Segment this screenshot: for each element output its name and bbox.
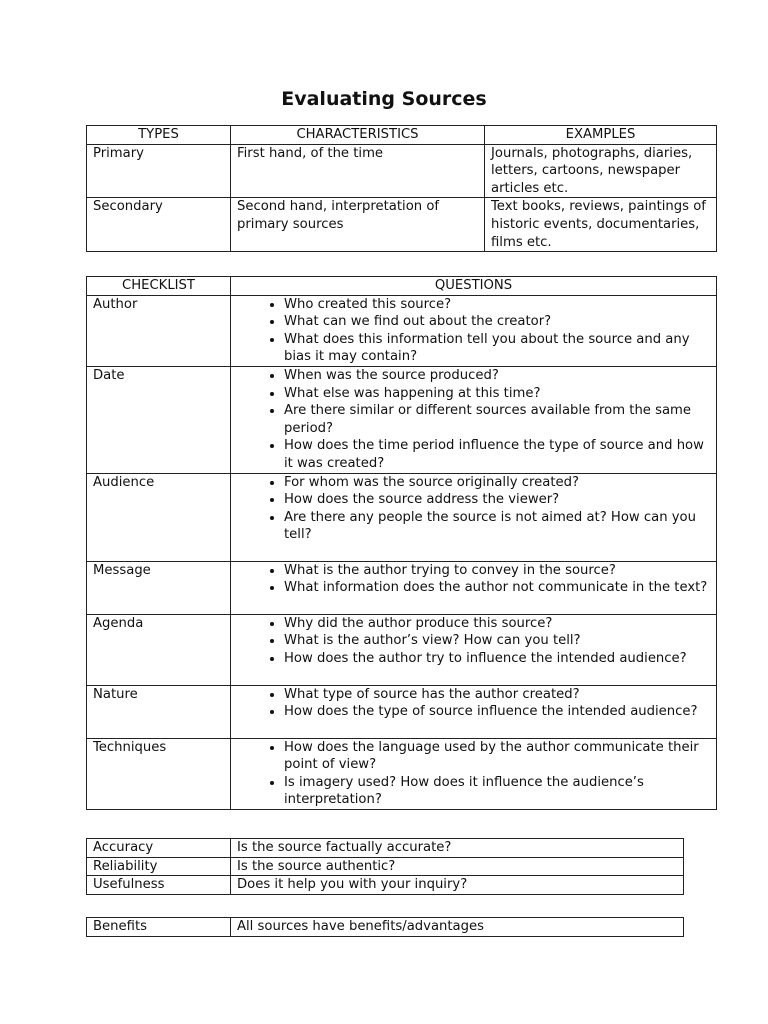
criteria-text: Is the source authentic?	[231, 857, 684, 876]
question-item: • What type of source has the author created?	[284, 686, 710, 704]
question-item: • How does the author try to influence the intended audience?	[284, 650, 710, 668]
table-header-row	[87, 277, 717, 296]
question-item: • How does the source address the viewer?	[284, 491, 710, 509]
question-item: • What can we find out about the creator?	[284, 313, 710, 331]
questions-cell	[231, 366, 717, 473]
checklist-item: Agenda	[87, 614, 231, 685]
question-item: • What does this information tell you about the source and any bias it may contain?	[284, 331, 710, 366]
header-types: TYPES	[87, 126, 231, 145]
header-examples: EXAMPLES	[485, 126, 717, 145]
checklist-item: Date	[87, 366, 231, 473]
checklist-table	[86, 276, 717, 810]
checklist-item: Audience	[87, 473, 231, 561]
question-item: • How does the type of source influence the intended audience?	[284, 703, 710, 721]
table-row	[87, 839, 684, 858]
table-row	[87, 918, 684, 937]
benefits-text: All sources have benefits/advantages	[231, 918, 684, 937]
questions-cell	[231, 473, 717, 561]
header-characteristics: CHARACTERISTICS	[231, 126, 485, 145]
characteristics-cell: First hand, of the time	[231, 144, 485, 198]
question-item: • For whom was the source originally created?	[284, 474, 710, 492]
questions-cell	[231, 561, 717, 614]
table-row	[87, 561, 717, 614]
criteria-table	[86, 838, 684, 895]
table-header-row	[87, 126, 717, 145]
table-row	[87, 876, 684, 895]
checklist-item: Techniques	[87, 738, 231, 809]
questions-cell	[231, 614, 717, 685]
type-cell: Secondary	[87, 198, 231, 252]
examples-cell: Journals, photographs, diaries, letters, cartoons, newspaper articles etc.	[485, 144, 717, 198]
table-row	[87, 473, 717, 561]
types-table	[86, 125, 717, 252]
table-row	[87, 198, 717, 252]
examples-cell: Text books, reviews, paintings of historic events, documentaries, films etc.	[485, 198, 717, 252]
question-item: • How does the language used by the author communicate their point of view?	[284, 739, 710, 774]
header-checklist: CHECKLIST	[87, 277, 231, 296]
type-cell: Primary	[87, 144, 231, 198]
criteria-label: Usefulness	[87, 876, 231, 895]
questions-cell	[231, 738, 717, 809]
criteria-label: Reliability	[87, 857, 231, 876]
questions-cell	[231, 295, 717, 366]
question-item: • Why did the author produce this source?	[284, 615, 710, 633]
checklist-item: Nature	[87, 685, 231, 738]
page-title: Evaluating Sources	[281, 88, 487, 110]
question-item: • Who created this source?	[284, 296, 710, 314]
table-row	[87, 614, 717, 685]
benefits-label: Benefits	[87, 918, 231, 937]
checklist-item: Author	[87, 295, 231, 366]
question-item: • Is imagery used? How does it influence the audience’s interpretation?	[284, 774, 710, 809]
table-row	[87, 144, 717, 198]
questions-cell	[231, 685, 717, 738]
question-item: • What is the author trying to convey in the source?	[284, 562, 710, 580]
question-item: • What information does the author not communicate in the text?	[284, 579, 710, 597]
question-item: • Are there any people the source is not aimed at? How can you tell?	[284, 509, 710, 544]
criteria-label: Accuracy	[87, 839, 231, 858]
question-item: • How does the time period influence the type of source and how it was created?	[284, 437, 710, 472]
characteristics-cell: Second hand, interpretation of primary sources	[231, 198, 485, 252]
question-item: • When was the source produced?	[284, 367, 710, 385]
header-questions: QUESTIONS	[231, 277, 717, 296]
question-item: • What is the author’s view? How can you tell?	[284, 632, 710, 650]
benefits-table	[86, 917, 684, 937]
table-row	[87, 366, 717, 473]
table-row	[87, 685, 717, 738]
table-row	[87, 738, 717, 809]
table-row	[87, 295, 717, 366]
checklist-item: Message	[87, 561, 231, 614]
criteria-text: Is the source factually accurate?	[231, 839, 684, 858]
criteria-text: Does it help you with your inquiry?	[231, 876, 684, 895]
question-item: • What else was happening at this time?	[284, 385, 710, 403]
question-item: • Are there similar or different sources available from the same period?	[284, 402, 710, 437]
table-row	[87, 857, 684, 876]
